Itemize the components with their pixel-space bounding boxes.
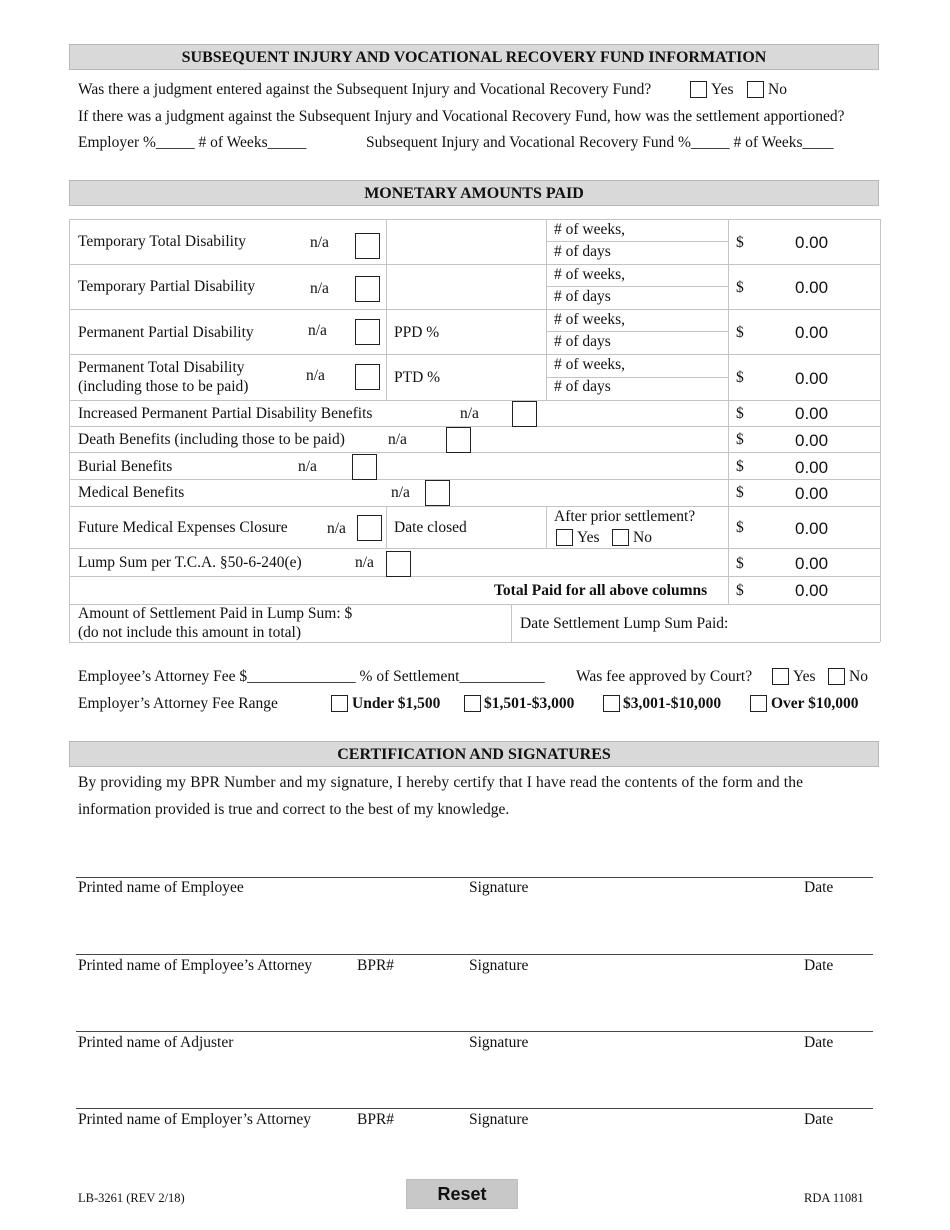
medical-na-checkbox[interactable] xyxy=(425,480,450,506)
ppd-days-field[interactable]: # of days xyxy=(554,333,611,350)
range-3001-10000-label: $3,001-$10,000 xyxy=(623,695,722,712)
printed-name-adjuster-label: Printed name of Adjuster xyxy=(78,1034,234,1051)
reset-button[interactable]: Reset xyxy=(406,1179,518,1209)
ptd-label: Permanent Total Disability xyxy=(78,359,245,376)
tpd-days-field[interactable]: # of days xyxy=(554,288,611,305)
total-paid-label: Total Paid for all above columns xyxy=(494,582,708,599)
after-prior-yes-label: Yes xyxy=(577,529,600,546)
fund-section-header: SUBSEQUENT INJURY AND VOCATIONAL RECOVERY FUND INFORMATION xyxy=(69,44,879,70)
ptd-na-checkbox[interactable] xyxy=(355,364,380,390)
ppd-dollar: $ xyxy=(736,324,744,341)
lump-label: Lump Sum per T.C.A. §50-6-240(e) xyxy=(78,554,302,571)
court-no-checkbox[interactable] xyxy=(828,668,845,685)
ppd-label: Permanent Partial Disability xyxy=(78,324,254,341)
settlement-note: (do not include this amount in total) xyxy=(78,624,301,641)
employer-attorney-signature-label: Signature xyxy=(469,1111,529,1128)
range-3001-10000-checkbox[interactable] xyxy=(603,695,620,712)
ttd-na-label: n/a xyxy=(310,234,329,251)
certification-text-line1: By providing my BPR Number and my signature, I hereby certify that I have read the contents of the form and the xyxy=(78,774,804,791)
after-prior-settlement-label: After prior settlement? xyxy=(554,508,696,525)
range-under-1500-label: Under $1,500 xyxy=(352,695,441,712)
ippd-label: Increased Permanent Partial Disability Benefits xyxy=(78,405,373,422)
total-dollar: $ xyxy=(736,582,744,599)
ttd-weeks-field[interactable]: # of weeks, xyxy=(554,221,626,238)
lump-amount-field[interactable]: 0.00 xyxy=(795,554,829,573)
range-1501-3000-label: $1,501-$3,000 xyxy=(484,695,575,712)
medical-label: Medical Benefits xyxy=(78,484,185,501)
ippd-na-label: n/a xyxy=(460,405,479,422)
certification-section-header: CERTIFICATION AND SIGNATURES xyxy=(69,741,879,767)
judgment-question: Was there a judgment entered against the Subsequent Injury and Vocational Recovery Fund? xyxy=(78,81,652,98)
range-over-10000-label: Over $10,000 xyxy=(771,695,859,712)
burial-na-checkbox[interactable] xyxy=(352,454,377,480)
future-label: Future Medical Expenses Closure xyxy=(78,519,288,536)
ptd-weeks-field[interactable]: # of weeks, xyxy=(554,356,626,373)
ptd-na-label: n/a xyxy=(306,367,325,384)
ptd-percent-field[interactable]: PTD % xyxy=(394,369,441,386)
ppd-na-label: n/a xyxy=(308,322,327,339)
printed-name-employer-attorney-label: Printed name of Employer’s Attorney xyxy=(78,1111,312,1128)
death-dollar: $ xyxy=(736,431,744,448)
employer-percent-field[interactable]: Employer %_____ # of Weeks_____ xyxy=(78,134,307,151)
death-label: Death Benefits (including those to be paid) xyxy=(78,431,345,448)
judgment-yes-label: Yes xyxy=(711,81,734,98)
after-prior-no-label: No xyxy=(633,529,652,546)
range-over-10000-checkbox[interactable] xyxy=(750,695,767,712)
court-approval-question: Was fee approved by Court? xyxy=(576,668,753,685)
employee-date-label: Date xyxy=(804,879,834,896)
certification-text-line2: information provided is true and correct to the best of my knowledge. xyxy=(78,801,510,818)
tpd-label: Temporary Partial Disability xyxy=(78,278,256,295)
court-yes-checkbox[interactable] xyxy=(772,668,789,685)
form-id: LB-3261 (REV 2/18) xyxy=(78,1191,185,1205)
judgment-yes-checkbox[interactable] xyxy=(690,81,707,98)
ptd-days-field[interactable]: # of days xyxy=(554,378,611,395)
ttd-amount-field[interactable]: 0.00 xyxy=(795,233,829,252)
employer-attorney-date-label: Date xyxy=(804,1111,834,1128)
ttd-dollar: $ xyxy=(736,234,744,251)
ttd-na-checkbox[interactable] xyxy=(355,233,380,259)
employer-attorney-bpr-label: BPR# xyxy=(357,1111,395,1128)
ppd-na-checkbox[interactable] xyxy=(355,319,380,345)
future-na-checkbox[interactable] xyxy=(357,515,382,541)
tpd-dollar: $ xyxy=(736,279,744,296)
ttd-days-field[interactable]: # of days xyxy=(554,243,611,260)
settlement-lump-sum-field[interactable]: Amount of Settlement Paid in Lump Sum: $ xyxy=(78,605,353,622)
range-1501-3000-checkbox[interactable] xyxy=(464,695,481,712)
settlement-date-field[interactable]: Date Settlement Lump Sum Paid: xyxy=(520,615,729,632)
adjuster-date-label: Date xyxy=(804,1034,834,1051)
burial-amount-field[interactable]: 0.00 xyxy=(795,458,829,477)
ppd-weeks-field[interactable]: # of weeks, xyxy=(554,311,626,328)
death-amount-field[interactable]: 0.00 xyxy=(795,431,829,450)
printed-name-employee-label: Printed name of Employee xyxy=(78,879,244,896)
ttd-label: Temporary Total Disability xyxy=(78,233,247,250)
tpd-na-label: n/a xyxy=(310,280,329,297)
fund-percent-field[interactable]: Subsequent Injury and Vocational Recovery Fund %_____ # of Weeks____ xyxy=(366,134,834,151)
medical-na-label: n/a xyxy=(391,484,410,501)
future-dollar: $ xyxy=(736,519,744,536)
ptd-dollar: $ xyxy=(736,369,744,386)
death-na-label: n/a xyxy=(388,431,407,448)
ippd-dollar: $ xyxy=(736,405,744,422)
after-prior-no-checkbox[interactable] xyxy=(612,529,629,546)
range-under-1500-checkbox[interactable] xyxy=(331,695,348,712)
medical-dollar: $ xyxy=(736,484,744,501)
future-date-closed-field[interactable]: Date closed xyxy=(394,519,467,536)
future-amount-field[interactable]: 0.00 xyxy=(795,519,829,538)
printed-name-employee-attorney-label: Printed name of Employee’s Attorney xyxy=(78,957,313,974)
medical-amount-field[interactable]: 0.00 xyxy=(795,484,829,503)
court-no-label: No xyxy=(849,668,868,685)
tpd-weeks-field[interactable]: # of weeks, xyxy=(554,266,626,283)
death-na-checkbox[interactable] xyxy=(446,427,471,453)
lump-dollar: $ xyxy=(736,555,744,572)
ptd-label-sub: (including those to be paid) xyxy=(78,378,249,395)
ppd-percent-field[interactable]: PPD % xyxy=(394,324,440,341)
employee-attorney-fee-field[interactable]: Employee’s Attorney Fee $______________ % of Settlement___________ xyxy=(78,668,545,685)
ptd-amount-field[interactable]: 0.00 xyxy=(795,369,829,388)
ippd-na-checkbox[interactable] xyxy=(512,401,537,427)
lump-na-checkbox[interactable] xyxy=(386,551,411,577)
after-prior-yes-checkbox[interactable] xyxy=(556,529,573,546)
employee-signature-label: Signature xyxy=(469,879,529,896)
court-yes-label: Yes xyxy=(793,668,816,685)
tpd-amount-field[interactable]: 0.00 xyxy=(795,278,829,297)
judgment-no-label: No xyxy=(768,81,787,98)
future-na-label: n/a xyxy=(327,520,346,537)
burial-na-label: n/a xyxy=(298,458,317,475)
employee-attorney-signature-label: Signature xyxy=(469,957,529,974)
ippd-amount-field[interactable]: 0.00 xyxy=(795,404,829,423)
rda-number: RDA 11081 xyxy=(804,1191,864,1205)
employee-attorney-bpr-label: BPR# xyxy=(357,957,395,974)
monetary-section-header: MONETARY AMOUNTS PAID xyxy=(69,180,879,206)
total-amount-field[interactable]: 0.00 xyxy=(795,581,829,600)
burial-dollar: $ xyxy=(736,458,744,475)
lump-na-label: n/a xyxy=(355,554,374,571)
apportion-question: If there was a judgment against the Subsequent Injury and Vocational Recovery Fund, how was the settlement apportioned? xyxy=(78,108,845,125)
ppd-amount-field[interactable]: 0.00 xyxy=(795,323,829,342)
burial-label: Burial Benefits xyxy=(78,458,173,475)
employee-attorney-date-label: Date xyxy=(804,957,834,974)
judgment-no-checkbox[interactable] xyxy=(747,81,764,98)
tpd-na-checkbox[interactable] xyxy=(355,276,380,302)
adjuster-signature-label: Signature xyxy=(469,1034,529,1051)
employer-fee-range-label: Employer’s Attorney Fee Range xyxy=(78,695,278,712)
